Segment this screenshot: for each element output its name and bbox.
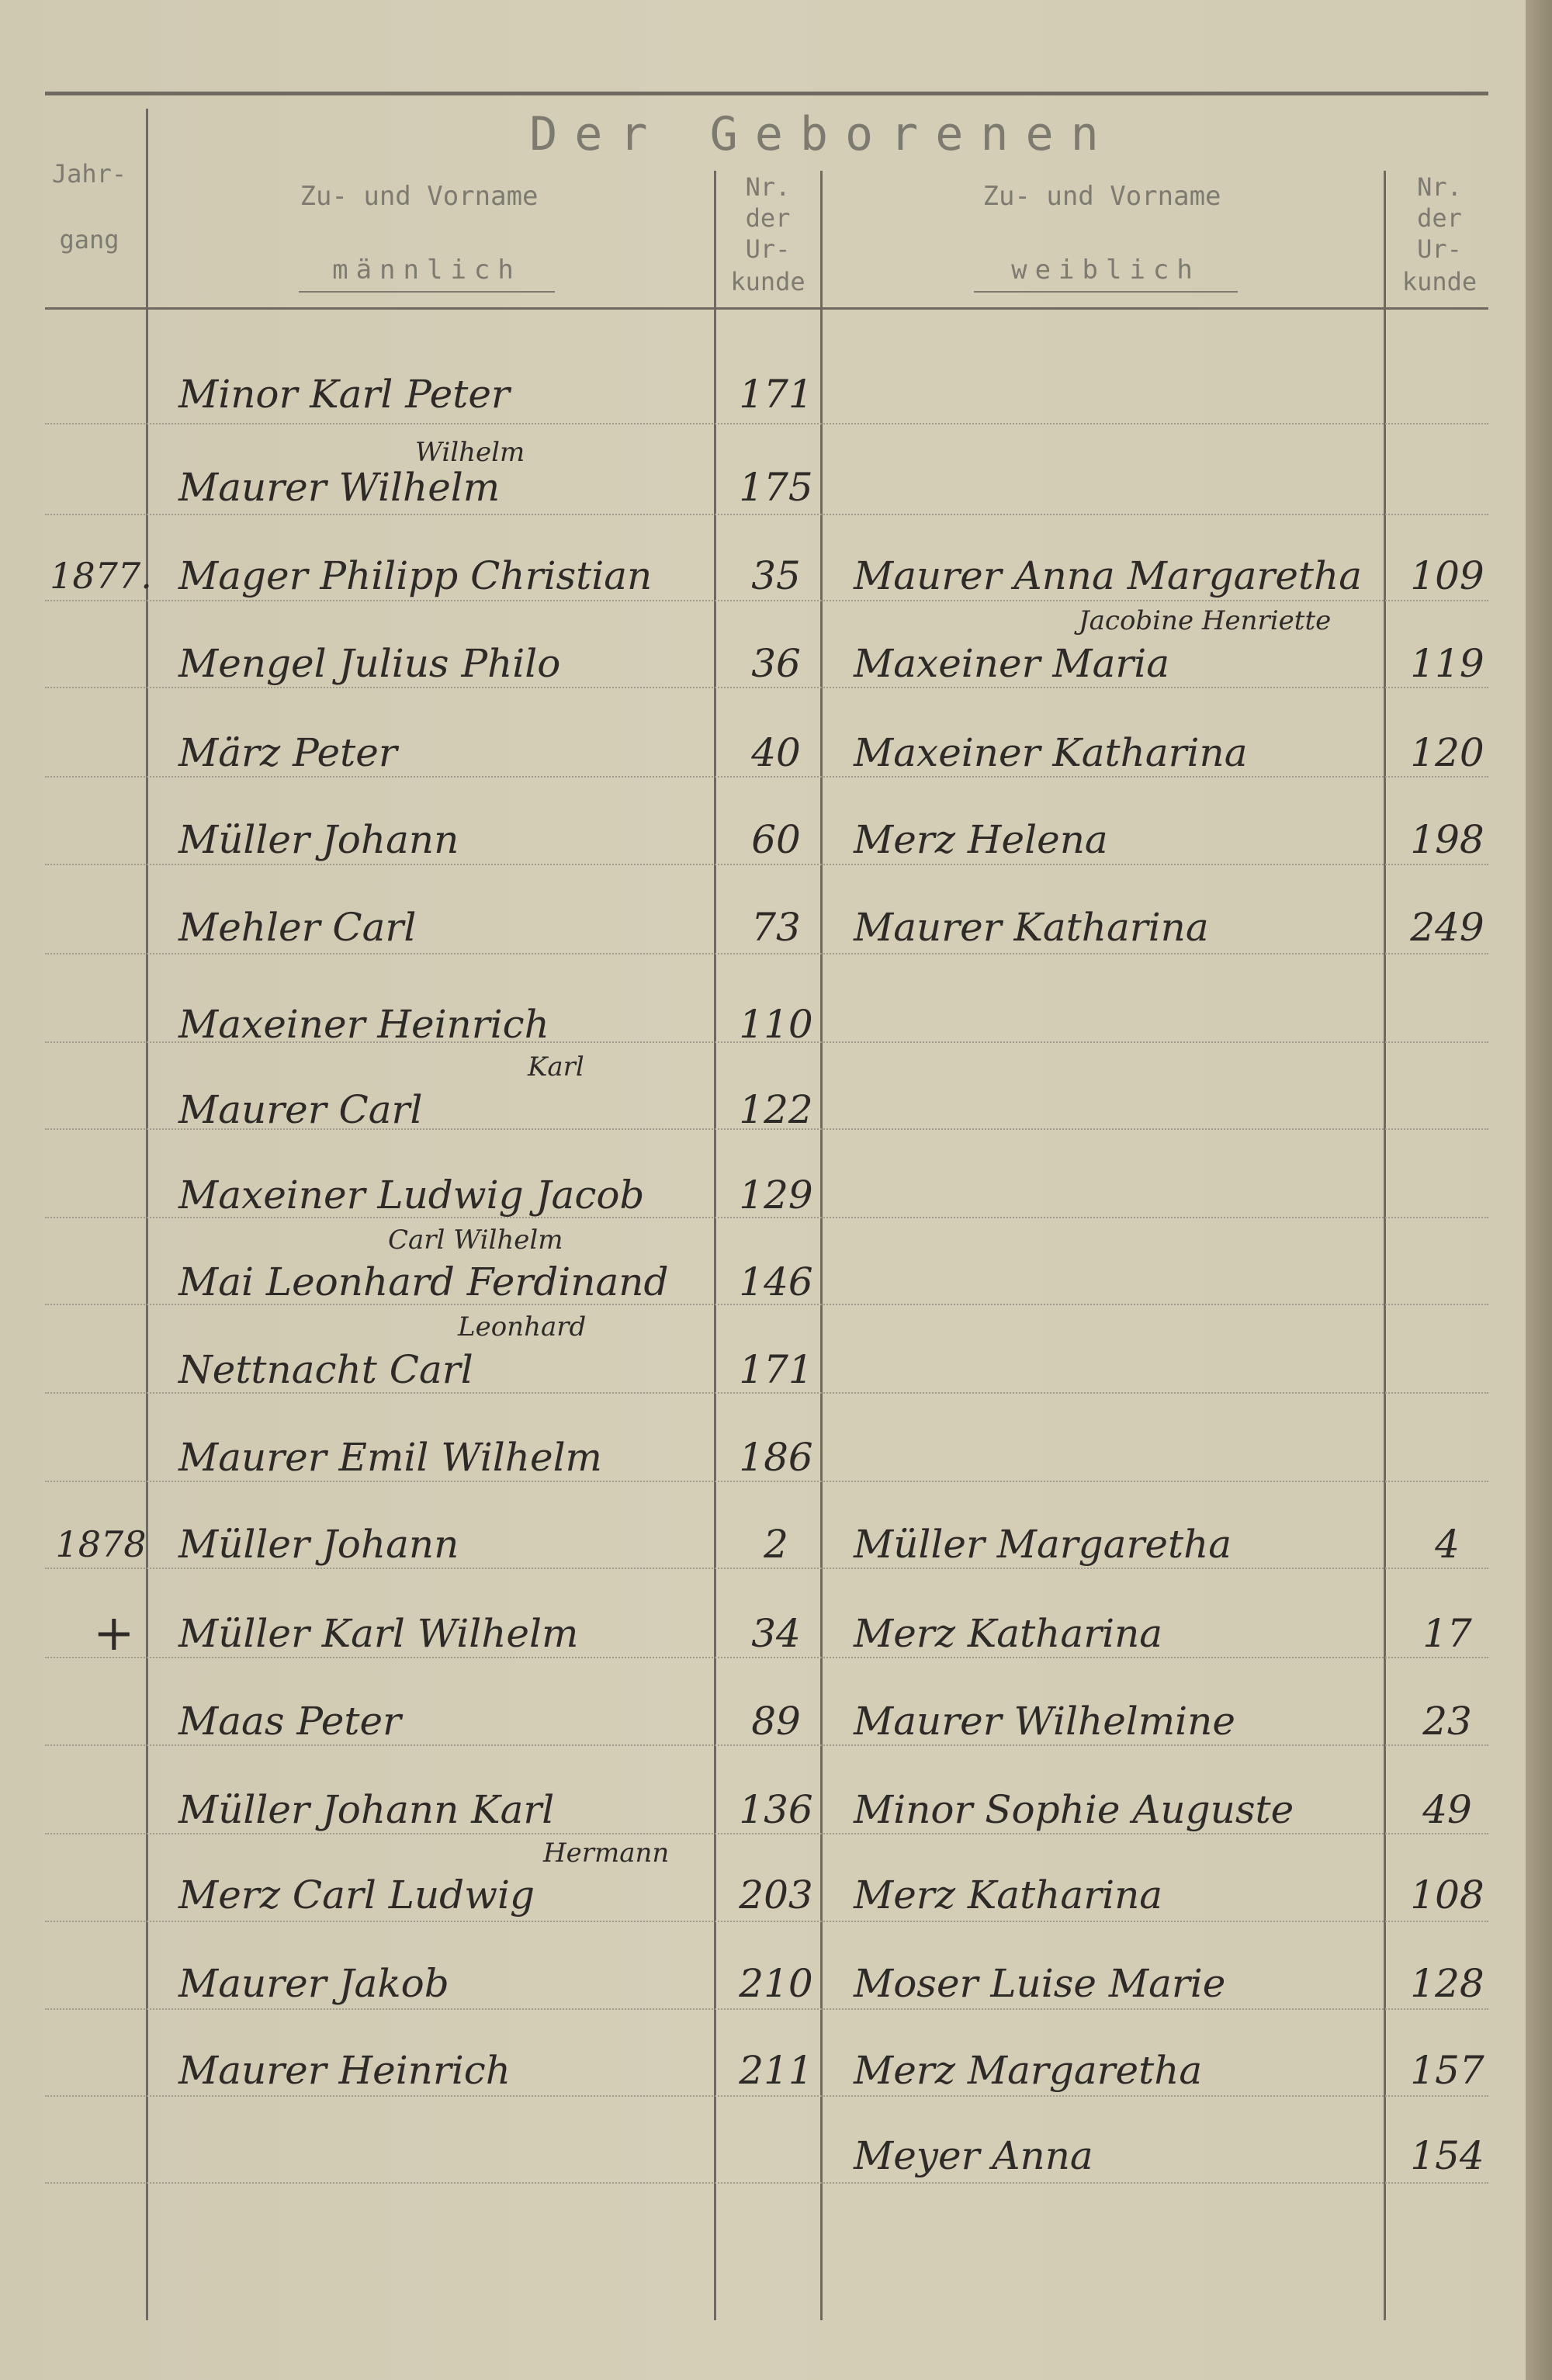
col-divider-year xyxy=(146,109,148,2320)
male-nr: 146 xyxy=(739,1259,813,1304)
male-nr-label-1: Nr. xyxy=(745,172,791,202)
row-line xyxy=(45,2008,1488,2010)
female-name: Maxeiner Katharina xyxy=(854,730,1248,775)
male-nr: 73 xyxy=(751,905,801,950)
row-line xyxy=(45,1657,1488,1658)
row-line xyxy=(45,514,1488,515)
female-nr: 108 xyxy=(1410,1872,1484,1918)
female-nr: 128 xyxy=(1410,1961,1484,2006)
female-nr: 23 xyxy=(1422,1699,1472,1744)
row-line xyxy=(45,1744,1488,1746)
female-label: weiblich xyxy=(1011,255,1200,286)
male-nr: 110 xyxy=(739,1002,813,1047)
male-nr: 203 xyxy=(739,1872,813,1918)
male-name: Mager Philipp Christian xyxy=(178,553,653,598)
female-nr-label-3: Ur- xyxy=(1417,234,1462,264)
male-label: männlich xyxy=(332,255,521,286)
male-name: Maurer Emil Wilhelm xyxy=(178,1435,602,1480)
female-name: Merz Margaretha xyxy=(854,2048,1203,2093)
header-bottom-rule xyxy=(45,307,1488,310)
male-name: Maurer Wilhelm xyxy=(178,465,501,510)
row-line xyxy=(45,423,1488,424)
female-nr: 154 xyxy=(1410,2133,1484,2178)
row-line xyxy=(45,687,1488,688)
row-line xyxy=(45,1921,1488,1922)
male-name: Mehler Carl xyxy=(178,905,417,950)
male-nr: 40 xyxy=(751,730,801,775)
row-line xyxy=(45,2182,1488,2184)
top-double-rule xyxy=(45,92,1488,95)
col-divider-female-nr xyxy=(1384,171,1386,2320)
female-nr: 120 xyxy=(1410,730,1484,775)
male-name: Müller Johann xyxy=(178,1522,459,1567)
male-nr: 211 xyxy=(739,2048,813,2093)
year-value: 1877. xyxy=(50,555,152,597)
annotation-above-row: Jacobine Henriette xyxy=(1079,605,1332,636)
female-label-underline xyxy=(974,291,1238,293)
male-name: Müller Johann xyxy=(178,817,459,862)
male-nr: 122 xyxy=(739,1087,813,1132)
male-name: Maurer Carl xyxy=(178,1087,423,1132)
binding-edge xyxy=(1526,0,1552,2380)
annotation-above-row: Carl Wilhelm xyxy=(388,1225,563,1256)
female-nr: 4 xyxy=(1435,1522,1460,1567)
male-name: Maxeiner Ludwig Jacob xyxy=(178,1173,645,1218)
male-label-underline xyxy=(299,291,555,293)
male-nr: 36 xyxy=(751,641,801,686)
male-nr: 129 xyxy=(739,1173,813,1218)
female-name: Minor Sophie Auguste xyxy=(854,1787,1294,1832)
row-line xyxy=(45,600,1488,601)
male-name: Maxeiner Heinrich xyxy=(178,1002,549,1047)
year-col-label-2: gang xyxy=(59,225,120,255)
male-name: März Peter xyxy=(178,730,397,775)
male-name: Maurer Heinrich xyxy=(178,2048,511,2093)
male-nr-label-3: Ur- xyxy=(745,234,791,264)
year-col-label-1: Jahr- xyxy=(51,159,127,189)
male-name: Maurer Jakob xyxy=(178,1961,449,2006)
row-line xyxy=(45,1833,1488,1834)
row-line xyxy=(45,776,1488,778)
female-nr: 119 xyxy=(1410,641,1484,686)
annotation-above-row: Hermann xyxy=(543,1838,670,1869)
male-nr: 171 xyxy=(739,1347,813,1392)
row-line xyxy=(45,864,1488,865)
annotation-above-row: Leonhard xyxy=(458,1311,587,1342)
female-nr: 249 xyxy=(1410,905,1484,950)
male-name: Mai Leonhard Ferdinand xyxy=(178,1259,669,1304)
female-name: Meyer Anna xyxy=(854,2133,1093,2178)
female-nr-label-4: kunde xyxy=(1401,267,1478,296)
annotation-above-row: Karl xyxy=(528,1051,584,1083)
female-name: Maurer Anna Margaretha xyxy=(854,553,1363,598)
male-name-col-label: Zu- und Vorname xyxy=(300,181,539,212)
page-title: Der Geborenen xyxy=(529,107,1116,161)
male-nr: 35 xyxy=(751,553,801,598)
female-name: Merz Katharina xyxy=(854,1872,1163,1918)
col-divider-male-nr xyxy=(714,171,716,2320)
male-name: Mengel Julius Philo xyxy=(178,641,561,686)
male-name: Nettnacht Carl xyxy=(178,1347,473,1392)
margin-cross-mark: + xyxy=(93,1605,135,1662)
male-nr: 34 xyxy=(751,1611,801,1656)
male-nr: 171 xyxy=(739,372,813,417)
male-name: Merz Carl Ludwig xyxy=(178,1872,535,1918)
male-nr: 2 xyxy=(764,1522,788,1567)
female-nr: 17 xyxy=(1422,1611,1472,1656)
female-nr: 49 xyxy=(1422,1787,1472,1832)
female-nr-label-2: der xyxy=(1417,203,1462,233)
female-nr: 157 xyxy=(1410,2048,1484,2093)
female-nr-label-1: Nr. xyxy=(1417,172,1462,202)
female-name: Moser Luise Marie xyxy=(854,1961,1226,2006)
male-name: Müller Karl Wilhelm xyxy=(178,1611,579,1656)
male-nr: 186 xyxy=(739,1435,813,1480)
female-name: Maurer Katharina xyxy=(854,905,1209,950)
male-nr: 210 xyxy=(739,1961,813,2006)
male-name: Müller Johann Karl xyxy=(178,1787,555,1832)
male-nr-label-2: der xyxy=(745,203,791,233)
row-line xyxy=(45,953,1488,954)
year-value: 1878 xyxy=(55,1523,147,1565)
female-name: Merz Helena xyxy=(854,817,1108,862)
female-name-col-label: Zu- und Vorname xyxy=(982,181,1221,212)
male-nr: 89 xyxy=(751,1699,801,1744)
row-line xyxy=(45,1481,1488,1482)
male-nr: 175 xyxy=(739,465,813,510)
annotation-above-row: Wilhelm xyxy=(415,437,525,468)
female-name: Maxeiner Maria xyxy=(854,641,1170,686)
row-line xyxy=(45,2095,1488,2097)
row-line xyxy=(45,1568,1488,1569)
female-name: Müller Margaretha xyxy=(854,1522,1232,1567)
female-nr: 198 xyxy=(1410,817,1484,862)
male-name: Maas Peter xyxy=(178,1699,401,1744)
female-nr: 109 xyxy=(1410,553,1484,598)
female-name: Merz Katharina xyxy=(854,1611,1163,1656)
male-nr: 136 xyxy=(739,1787,813,1832)
male-name: Minor Karl Peter xyxy=(178,372,510,417)
female-name: Maurer Wilhelmine xyxy=(854,1699,1235,1744)
male-nr-label-4: kunde xyxy=(730,267,805,296)
male-nr: 60 xyxy=(751,817,801,862)
